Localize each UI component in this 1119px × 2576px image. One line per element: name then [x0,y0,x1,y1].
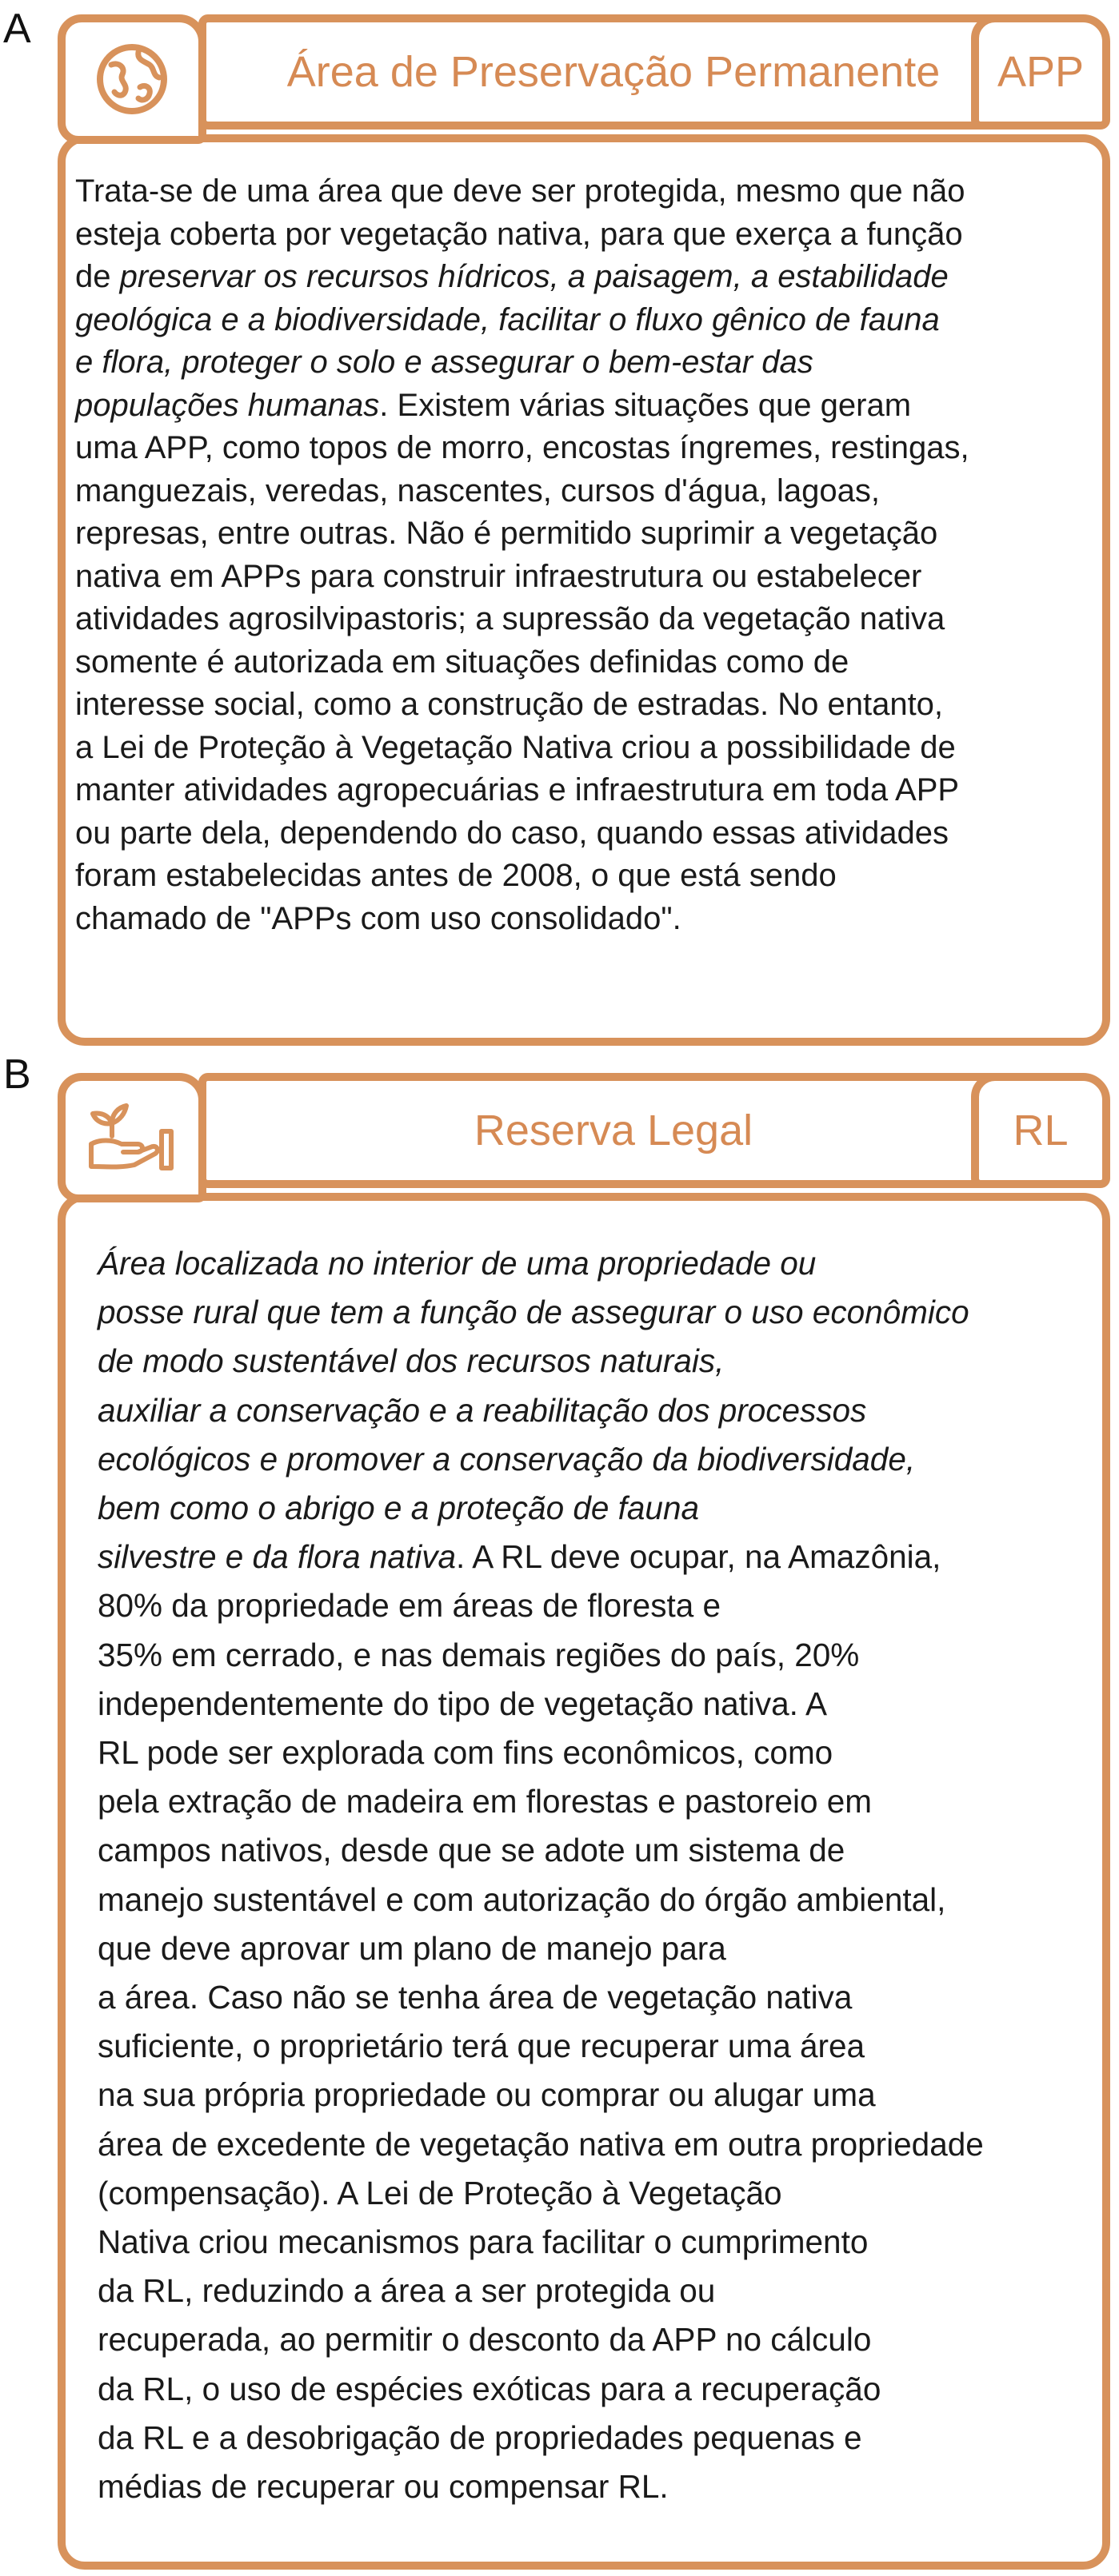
panel-rl [58,1073,1110,2570]
description-line [98,2071,1089,2119]
italic-text-run: ecológicos e promover a conservação da biodiversidade, [98,1440,916,1477]
description-line [98,1680,1089,1729]
description-line [98,1533,1089,1581]
italic-text-run: Área localizada no interior de uma propriedade ou [98,1245,817,1282]
description-line [75,641,1091,684]
text-run: de [75,259,120,294]
panel-app-title: Área de Preservação Permanente [286,48,941,96]
text-run: RL pode ser explorada com fins econômicos, como [98,1734,833,1772]
text-run: manter atividades agropecuárias e infraestrutura em toda APP [75,772,960,807]
description-line [98,2218,1089,2267]
description-line [98,1777,1089,1826]
panel-letter-a: A [3,6,31,52]
italic-text-run: silvestre e da flora nativa [98,1538,456,1576]
description-line [98,2462,1089,2511]
description-line [98,2022,1089,2071]
text-run: pela extração de madeira em florestas e pastoreio em [98,1783,873,1820]
text-run: médias de recuperar ou compensar RL. [98,2468,669,2506]
description-line [75,170,1091,213]
description-line [75,512,1091,556]
description-line [75,684,1091,727]
panel-letter-b: B [3,1051,31,1098]
description-line [75,727,1091,770]
description-line [98,2120,1089,2169]
description-line [75,256,1091,299]
text-run: recuperada, ao permitir o desconto da APP no cálculo [98,2321,872,2359]
panel-rl-abbr-tab [971,1073,1110,1188]
panel-app-abbr-tab [971,14,1110,130]
description-line [98,1924,1089,1973]
text-run: campos nativos, desde que se adote um sistema de [98,1832,845,1869]
text-run: manguezais, veredas, nascentes, cursos d'água, lagoas, [75,473,881,508]
description-line [75,598,1091,641]
description-line [75,213,1091,257]
text-run: a Lei de Proteção à Vegetação Nativa criou a possibilidade de [75,729,956,765]
text-run: represas, entre outras. Não é permitido suprimir a vegetação [75,516,938,551]
text-run: atividades agrosilvipastoris; a supressão da vegetação nativa [75,601,945,636]
text-run: (compensação). A Lei de Proteção à Vegetação [98,2174,782,2211]
text-run: chamado de "APPs com uso consolidado". [75,900,681,936]
hand-seedling-icon [88,1099,176,1176]
text-run: ou parte dela, dependendo do caso, quando essas atividades [75,815,949,851]
description-line [98,1973,1089,2022]
italic-text-run: auxiliar a conservação e a reabilitação dos processos [98,1391,867,1429]
description-line [98,1386,1089,1435]
description-line [75,341,1091,385]
panel-rl-title-tab [198,1073,1029,1188]
panel-app-abbr: APP [997,48,1085,96]
text-run: da RL e a desobrigação de propriedades pequenas e [98,2418,862,2456]
description-line [98,1876,1089,1924]
description-line [98,2267,1089,2315]
italic-text-run: geológica e a biodiversidade, facilitar o fluxo gênico de fauna [75,301,940,337]
text-run: manejo sustentável e com autorização do órgão ambiental, [98,1880,946,1918]
panel-app-description [75,170,1091,940]
text-run: da RL, reduzindo a área a ser protegida ou [98,2272,716,2310]
globe-icon [94,41,170,118]
italic-text-run: posse rural que tem a função de assegurar o uso econômico [98,1294,969,1331]
description-line [75,470,1091,513]
panel-rl-title: Reserva Legal [474,1107,753,1154]
description-line [75,855,1091,898]
description-line [75,427,1091,470]
description-line [98,1729,1089,1777]
text-run: . A RL deve ocupar, na Amazônia, [455,1538,941,1576]
panel-app [58,14,1110,1046]
description-line [98,2365,1089,2414]
italic-text-run: populações humanas [75,387,380,423]
italic-text-run: bem como o abrigo e a proteção de fauna [98,1489,699,1527]
text-run: nativa em APPs para construir infraestrutura ou estabelecer [75,558,922,594]
text-run: uma APP, como topos de morro, encostas íngremes, restingas, [75,430,969,465]
description-line [75,299,1091,342]
text-run: 35% em cerrado, e nas demais regiões do país, 20% [98,1636,860,1673]
panel-rl-abbr: RL [1013,1107,1069,1154]
panel-rl-icon-tab [58,1073,206,1202]
description-line [98,2414,1089,2462]
description-line [75,385,1091,428]
text-run: interesse social, como a construção de estradas. No entanto, [75,687,944,722]
description-line [75,898,1091,941]
text-run: suficiente, o proprietário terá que recuperar uma área [98,2028,865,2065]
description-line [98,1239,1089,1288]
description-line [75,812,1091,855]
description-line [98,1826,1089,1875]
text-run: na sua própria propriedade ou comprar ou alugar uma [98,2076,876,2114]
description-line [98,1435,1089,1484]
description-line [98,1581,1089,1630]
text-run: independentemente do tipo de vegetação nativa. A [98,1685,827,1722]
italic-text-run: preservar os recursos hídricos, a paisagem, a estabilidade [119,259,949,294]
text-run: somente é autorizada em situações definidas como de [75,644,849,680]
description-line [98,2315,1089,2364]
description-line [75,769,1091,812]
description-line [98,1484,1089,1533]
text-run: que deve aprovar um plano de manejo para [98,1929,726,1967]
description-line [75,556,1091,599]
text-run: a área. Caso não se tenha área de vegetação nativa [98,1979,853,2016]
description-line [98,1288,1089,1337]
text-run: esteja coberta por vegetação nativa, para que exerça a função [75,216,963,252]
panel-app-icon-tab [58,14,206,144]
panel-app-title-tab [198,14,1029,130]
text-run: da RL, o uso de espécies exóticas para a recuperação [98,2370,881,2407]
text-run: Nativa criou mecanismos para facilitar o cumprimento [98,2223,869,2261]
description-line [98,1631,1089,1680]
text-run: . Existem várias situações que geram [379,387,912,423]
italic-text-run: de modo sustentável dos recursos naturais, [98,1342,725,1380]
description-line [98,2169,1089,2218]
text-run: área de excedente de vegetação nativa em outra propriedade [98,2125,984,2163]
description-line [98,1337,1089,1386]
text-run: 80% da propriedade em áreas de floresta e [98,1587,721,1625]
panel-rl-description [98,1239,1089,2511]
text-run: foram estabelecidas antes de 2008, o que está sendo [75,858,837,893]
text-run: Trata-se de uma área que deve ser protegida, mesmo que não [75,173,965,209]
italic-text-run: e flora, proteger o solo e assegurar o bem-estar das [75,345,813,380]
